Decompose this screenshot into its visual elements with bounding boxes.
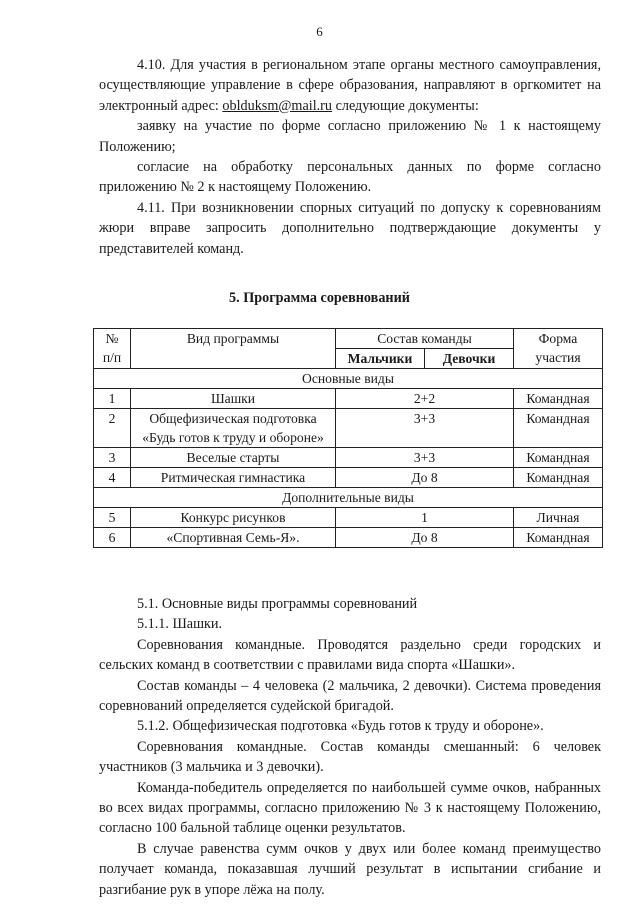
row-form: Командная	[514, 528, 603, 548]
table-row	[94, 448, 603, 468]
table-row	[94, 409, 603, 448]
header-form-line2: участия	[535, 350, 581, 365]
row-program: Веселые старты	[131, 448, 336, 468]
row-form: Командная	[514, 409, 603, 448]
header-team: Состав команды	[336, 329, 514, 349]
row-number: 2	[94, 409, 131, 448]
row-form: Командная	[514, 468, 603, 488]
header-boys: Мальчики	[336, 349, 425, 369]
table-row	[94, 389, 603, 409]
row-program: Ритмическая гимнастика	[131, 468, 336, 488]
paragraph-tiebreak: В случае равенства сумм очков у двух или более команд преимущество получает команда, показавшая лучший результат в испытании сгибание и разгибание рук в упоре лёжа на полу.	[99, 840, 601, 898]
program-table	[93, 328, 603, 548]
paragraph-checkers-rules: Соревнования командные. Проводятся раздельно среди городских и сельских команд в соответствии с правилами вида спорта «Шашки».	[99, 636, 601, 674]
row-form: Командная	[514, 389, 603, 409]
paragraph-5-1: 5.1. Основные виды программы соревнований	[137, 596, 418, 612]
row-program: Шашки	[131, 389, 336, 409]
header-number-line1: №	[105, 331, 119, 346]
row-program: Конкурс рисунков	[131, 508, 336, 528]
row-team: 3+3	[336, 409, 514, 448]
paragraph-4-11: 4.11. При возникновении спорных ситуаций по допуску к соревнованиям жюри вправе запросить дополнительно подтверждающие документы у представителей команд.	[99, 199, 601, 257]
email-link[interactable]: oblduksm@mail.ru	[222, 97, 333, 114]
header-form-line1: Форма	[538, 331, 578, 346]
row-number: 4	[94, 468, 131, 488]
header-form	[514, 329, 603, 369]
paragraph-4-10	[99, 55, 601, 116]
paragraph-gto-team: Соревнования командные. Состав команды смешанный: 6 человек участников (3 мальчика и 3 девочки).	[99, 738, 601, 776]
group-extra: Дополнительные виды	[94, 488, 603, 508]
paragraph-5-1-2: 5.1.2. Общефизическая подготовка «Будь готов к труду и обороне».	[137, 718, 544, 735]
row-number: 1	[94, 389, 131, 409]
table-group-row	[94, 369, 603, 389]
body-section	[99, 594, 601, 900]
table-row	[94, 528, 603, 548]
row-number: 5	[94, 508, 131, 528]
table-row	[94, 468, 603, 488]
paragraph-application-form: заявку на участие по форме согласно приложению № 1 к настоящему Положению;	[99, 118, 601, 155]
group-main: Основные виды	[94, 369, 603, 389]
section-title: 5. Программа соревнований	[229, 290, 410, 306]
row-team: 3+3	[336, 448, 514, 468]
paragraph-5-1-1: 5.1.1. Шашки.	[137, 616, 223, 633]
page-number: 6	[316, 24, 323, 39]
table-row	[94, 508, 603, 528]
row-program: «Спортивная Семь-Я».	[131, 528, 336, 548]
table-group-row	[94, 488, 603, 508]
intro-section	[99, 55, 601, 259]
paragraph-4-10-text-b: следующие документы:	[332, 97, 479, 114]
paragraph-consent-form: согласие на обработку персональных данных по форме согласно приложению № 2 к настоящему Положению.	[99, 159, 601, 196]
header-program: Вид программы	[131, 329, 336, 369]
row-number: 6	[94, 528, 131, 548]
row-team: 1	[336, 508, 514, 528]
row-team: До 8	[336, 468, 514, 488]
row-number: 3	[94, 448, 131, 468]
paragraph-4-10-text-a: 4.10. Для участия в региональном этапе органы местного самоуправления, осуществляющие управление в сфере образования, направляют в оргкомитет на электронный адрес:	[99, 57, 601, 114]
paragraph-checkers-team: Состав команды – 4 человека (2 мальчика, 2 девочки). Система проведения соревнований определяется судейской бригадой.	[99, 677, 601, 715]
paragraph-winner: Команда-победитель определяется по наибольшей сумме очков, набранных во всех видах программы, согласно приложению № 3 к настоящему Положению, согласно 100 бальной таблице оценки результатов.	[99, 779, 601, 837]
row-form: Личная	[514, 508, 603, 528]
table-header-row	[94, 329, 603, 349]
row-program: Общефизическая подготовка «Будь готов к труду и обороне»	[131, 409, 336, 448]
row-team: 2+2	[336, 389, 514, 409]
header-girls: Девочки	[425, 349, 514, 369]
header-number-line2: п/п	[102, 350, 122, 365]
header-number	[94, 329, 131, 369]
row-team: До 8	[336, 528, 514, 548]
row-form: Командная	[514, 448, 603, 468]
